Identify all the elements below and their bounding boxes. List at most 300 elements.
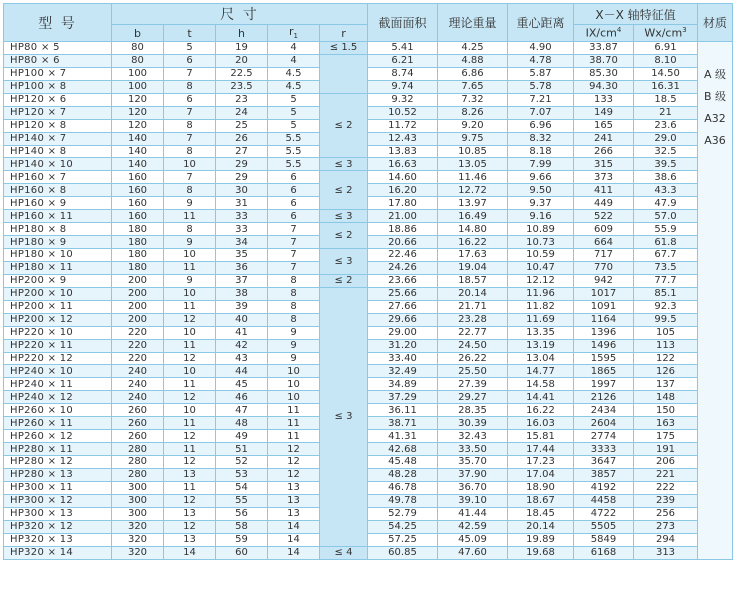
cell-wx: 221 <box>634 468 698 481</box>
table-row <box>4 494 733 507</box>
cell-r-group: ≤ 3 <box>320 287 368 546</box>
spec-table-body <box>4 42 733 560</box>
cell-centroid: 14.41 <box>508 391 574 404</box>
cell-weight: 7.65 <box>438 80 508 93</box>
table-row <box>4 171 733 184</box>
cell-r-group: ≤ 1.5 <box>320 42 368 55</box>
cell-b: 260 <box>112 430 164 443</box>
table-row <box>4 93 733 106</box>
cell-wx: 105 <box>634 326 698 339</box>
cell-r-group: ≤ 2 <box>320 93 368 158</box>
cell-b: 100 <box>112 67 164 80</box>
cell-r1: 9 <box>268 326 320 339</box>
cell-model: HP240 × 11 <box>4 378 112 391</box>
cell-h: 52 <box>216 456 268 469</box>
cell-area: 60.85 <box>368 546 438 559</box>
cell-t: 11 <box>164 417 216 430</box>
cell-weight: 21.71 <box>438 300 508 313</box>
cell-ix: 1997 <box>574 378 634 391</box>
cell-weight: 22.77 <box>438 326 508 339</box>
cell-t: 12 <box>164 313 216 326</box>
cell-t: 9 <box>164 274 216 287</box>
cell-r1: 10 <box>268 378 320 391</box>
cell-t: 10 <box>164 326 216 339</box>
cell-b: 280 <box>112 468 164 481</box>
cell-h: 48 <box>216 417 268 430</box>
cell-weight: 25.50 <box>438 365 508 378</box>
cell-r-group: ≤ 2 <box>320 223 368 249</box>
cell-model: HP160 × 11 <box>4 210 112 223</box>
table-row <box>4 54 733 67</box>
cell-centroid: 13.19 <box>508 339 574 352</box>
cell-t: 6 <box>164 54 216 67</box>
cell-wx: 313 <box>634 546 698 559</box>
cell-wx: 113 <box>634 339 698 352</box>
cell-weight: 33.50 <box>438 443 508 456</box>
cell-area: 46.78 <box>368 481 438 494</box>
cell-area: 14.60 <box>368 171 438 184</box>
cell-h: 30 <box>216 184 268 197</box>
cell-wx: 148 <box>634 391 698 404</box>
cell-wx: 92.3 <box>634 300 698 313</box>
cell-b: 180 <box>112 249 164 262</box>
cell-weight: 6.86 <box>438 67 508 80</box>
cell-h: 22.5 <box>216 67 268 80</box>
cell-t: 8 <box>164 184 216 197</box>
cell-weight: 36.70 <box>438 481 508 494</box>
cell-b: 140 <box>112 158 164 171</box>
cell-ix: 1496 <box>574 339 634 352</box>
cell-r-group: ≤ 4 <box>320 546 368 559</box>
table-row <box>4 313 733 326</box>
cell-t: 11 <box>164 210 216 223</box>
cell-h: 46 <box>216 391 268 404</box>
cell-h: 36 <box>216 261 268 274</box>
header-r: r <box>320 25 368 42</box>
cell-area: 49.78 <box>368 494 438 507</box>
table-row <box>4 67 733 80</box>
cell-centroid: 10.59 <box>508 249 574 262</box>
cell-centroid: 18.90 <box>508 481 574 494</box>
cell-t: 13 <box>164 507 216 520</box>
cell-t: 14 <box>164 546 216 559</box>
cell-b: 200 <box>112 300 164 313</box>
cell-weight: 7.32 <box>438 93 508 106</box>
cell-model: HP140 × 7 <box>4 132 112 145</box>
table-row <box>4 430 733 443</box>
cell-ix: 2126 <box>574 391 634 404</box>
cell-area: 33.40 <box>368 352 438 365</box>
cell-h: 55 <box>216 494 268 507</box>
cell-centroid: 9.37 <box>508 197 574 210</box>
cell-area: 8.74 <box>368 67 438 80</box>
cell-h: 47 <box>216 404 268 417</box>
cell-area: 10.52 <box>368 106 438 119</box>
cell-r1: 5.5 <box>268 158 320 171</box>
cell-ix: 411 <box>574 184 634 197</box>
table-row <box>4 106 733 119</box>
cell-model: HP200 × 11 <box>4 300 112 313</box>
cell-model: HP180 × 9 <box>4 236 112 249</box>
cell-t: 8 <box>164 223 216 236</box>
cell-centroid: 14.58 <box>508 378 574 391</box>
cell-ix: 373 <box>574 171 634 184</box>
cell-b: 160 <box>112 197 164 210</box>
cell-wx: 18.5 <box>634 93 698 106</box>
cell-b: 200 <box>112 313 164 326</box>
hp-bulb-flat-spec-table <box>3 3 733 560</box>
cell-b: 180 <box>112 223 164 236</box>
table-row <box>4 223 733 236</box>
cell-weight: 16.49 <box>438 210 508 223</box>
header-b: b <box>112 25 164 42</box>
cell-area: 25.66 <box>368 287 438 300</box>
cell-ix: 4458 <box>574 494 634 507</box>
cell-t: 11 <box>164 300 216 313</box>
table-row <box>4 352 733 365</box>
cell-t: 12 <box>164 430 216 443</box>
cell-weight: 19.04 <box>438 261 508 274</box>
cell-h: 42 <box>216 339 268 352</box>
cell-h: 24 <box>216 106 268 119</box>
header-material: 材质 <box>698 4 733 42</box>
cell-t: 12 <box>164 352 216 365</box>
cell-wx: 239 <box>634 494 698 507</box>
cell-b: 220 <box>112 352 164 365</box>
cell-centroid: 19.89 <box>508 533 574 546</box>
cell-ix: 1865 <box>574 365 634 378</box>
cell-area: 23.66 <box>368 274 438 287</box>
cell-b: 200 <box>112 274 164 287</box>
cell-h: 23 <box>216 93 268 106</box>
cell-ix: 1091 <box>574 300 634 313</box>
cell-t: 12 <box>164 456 216 469</box>
cell-h: 19 <box>216 42 268 55</box>
cell-model: HP200 × 10 <box>4 287 112 300</box>
cell-model: HP160 × 9 <box>4 197 112 210</box>
cell-centroid: 11.82 <box>508 300 574 313</box>
cell-b: 120 <box>112 93 164 106</box>
header-centroid: 重心距离 <box>508 4 574 42</box>
header-ix <box>574 25 634 42</box>
cell-h: 49 <box>216 430 268 443</box>
cell-r1: 12 <box>268 456 320 469</box>
table-row <box>4 287 733 300</box>
cell-centroid: 9.50 <box>508 184 574 197</box>
cell-area: 54.25 <box>368 520 438 533</box>
cell-r-group <box>320 54 368 93</box>
table-row <box>4 326 733 339</box>
cell-r1: 8 <box>268 287 320 300</box>
cell-area: 31.20 <box>368 339 438 352</box>
cell-t: 10 <box>164 287 216 300</box>
cell-ix: 609 <box>574 223 634 236</box>
cell-area: 52.79 <box>368 507 438 520</box>
cell-wx: 150 <box>634 404 698 417</box>
cell-wx: 21 <box>634 106 698 119</box>
cell-model: HP160 × 8 <box>4 184 112 197</box>
table-row <box>4 80 733 93</box>
cell-r1: 9 <box>268 352 320 365</box>
cell-ix: 942 <box>574 274 634 287</box>
cell-area: 16.63 <box>368 158 438 171</box>
cell-model: HP280 × 13 <box>4 468 112 481</box>
cell-b: 140 <box>112 145 164 158</box>
cell-centroid: 4.78 <box>508 54 574 67</box>
cell-ix: 38.70 <box>574 54 634 67</box>
cell-b: 160 <box>112 184 164 197</box>
table-row <box>4 456 733 469</box>
cell-weight: 9.20 <box>438 119 508 132</box>
cell-ix: 133 <box>574 93 634 106</box>
cell-ix: 770 <box>574 261 634 274</box>
cell-weight: 26.22 <box>438 352 508 365</box>
cell-b: 320 <box>112 520 164 533</box>
cell-wx: 126 <box>634 365 698 378</box>
cell-r1: 12 <box>268 468 320 481</box>
cell-b: 240 <box>112 365 164 378</box>
cell-model: HP120 × 6 <box>4 93 112 106</box>
cell-centroid: 6.96 <box>508 119 574 132</box>
cell-r-group: ≤ 2 <box>320 171 368 210</box>
material-grade: B 级 <box>703 90 727 103</box>
table-row <box>4 236 733 249</box>
cell-centroid: 5.78 <box>508 80 574 93</box>
cell-b: 280 <box>112 443 164 456</box>
cell-model: HP240 × 10 <box>4 365 112 378</box>
header-wx-label: Wx/cm <box>644 26 683 40</box>
cell-wx: 61.8 <box>634 236 698 249</box>
cell-centroid: 7.99 <box>508 158 574 171</box>
cell-centroid: 10.73 <box>508 236 574 249</box>
cell-area: 18.86 <box>368 223 438 236</box>
cell-centroid: 12.12 <box>508 274 574 287</box>
cell-weight: 29.27 <box>438 391 508 404</box>
cell-centroid: 5.87 <box>508 67 574 80</box>
cell-ix: 2434 <box>574 404 634 417</box>
cell-ix: 5505 <box>574 520 634 533</box>
cell-centroid: 14.77 <box>508 365 574 378</box>
cell-t: 6 <box>164 93 216 106</box>
cell-weight: 39.10 <box>438 494 508 507</box>
cell-centroid: 20.14 <box>508 520 574 533</box>
cell-ix: 315 <box>574 158 634 171</box>
table-row <box>4 261 733 274</box>
cell-wx: 29.0 <box>634 132 698 145</box>
cell-b: 160 <box>112 171 164 184</box>
cell-r1: 4.5 <box>268 67 320 80</box>
cell-h: 20 <box>216 54 268 67</box>
cell-area: 37.29 <box>368 391 438 404</box>
material-grade: A 级 <box>704 68 727 81</box>
cell-wx: 206 <box>634 456 698 469</box>
cell-h: 56 <box>216 507 268 520</box>
cell-wx: 43.3 <box>634 184 698 197</box>
table-row <box>4 210 733 223</box>
cell-r-group: ≤ 3 <box>320 158 368 171</box>
cell-centroid: 16.03 <box>508 417 574 430</box>
cell-model: HP220 × 10 <box>4 326 112 339</box>
cell-area: 42.68 <box>368 443 438 456</box>
cell-t: 9 <box>164 197 216 210</box>
cell-weight: 47.60 <box>438 546 508 559</box>
cell-model: HP280 × 11 <box>4 443 112 456</box>
cell-centroid: 19.68 <box>508 546 574 559</box>
cell-weight: 4.88 <box>438 54 508 67</box>
cell-model: HP200 × 12 <box>4 313 112 326</box>
cell-wx: 191 <box>634 443 698 456</box>
material-grade: A36 <box>704 134 726 147</box>
cell-area: 24.26 <box>368 261 438 274</box>
cell-area: 13.83 <box>368 145 438 158</box>
cell-wx: 137 <box>634 378 698 391</box>
cell-model: HP140 × 8 <box>4 145 112 158</box>
cell-h: 39 <box>216 300 268 313</box>
cell-centroid: 17.44 <box>508 443 574 456</box>
header-dimensions: 尺 寸 <box>112 4 368 25</box>
table-row <box>4 481 733 494</box>
cell-centroid: 4.90 <box>508 42 574 55</box>
cell-area: 45.48 <box>368 456 438 469</box>
table-row <box>4 546 733 559</box>
cell-area: 38.71 <box>368 417 438 430</box>
cell-weight: 10.85 <box>438 145 508 158</box>
cell-ix: 94.30 <box>574 80 634 93</box>
table-row <box>4 274 733 287</box>
cell-area: 36.11 <box>368 404 438 417</box>
cell-r1: 7 <box>268 249 320 262</box>
cell-ix: 449 <box>574 197 634 210</box>
table-row <box>4 378 733 391</box>
cell-centroid: 10.89 <box>508 223 574 236</box>
cell-t: 11 <box>164 261 216 274</box>
cell-model: HP260 × 11 <box>4 417 112 430</box>
cell-b: 320 <box>112 533 164 546</box>
cell-centroid: 8.32 <box>508 132 574 145</box>
cell-t: 7 <box>164 106 216 119</box>
cell-weight: 35.70 <box>438 456 508 469</box>
cell-h: 29 <box>216 158 268 171</box>
cell-r1: 5 <box>268 106 320 119</box>
cell-h: 45 <box>216 378 268 391</box>
cell-t: 11 <box>164 443 216 456</box>
cell-wx: 122 <box>634 352 698 365</box>
cell-h: 58 <box>216 520 268 533</box>
cell-ix: 33.87 <box>574 42 634 55</box>
cell-weight: 4.25 <box>438 42 508 55</box>
cell-ix: 1595 <box>574 352 634 365</box>
cell-h: 51 <box>216 443 268 456</box>
cell-centroid: 17.23 <box>508 456 574 469</box>
cell-r-group: ≤ 3 <box>320 249 368 275</box>
cell-ix: 3857 <box>574 468 634 481</box>
cell-area: 27.66 <box>368 300 438 313</box>
cell-h: 43 <box>216 352 268 365</box>
cell-h: 34 <box>216 236 268 249</box>
cell-r1: 14 <box>268 546 320 559</box>
cell-area: 11.72 <box>368 119 438 132</box>
cell-b: 80 <box>112 42 164 55</box>
cell-r1: 6 <box>268 184 320 197</box>
header-axis-properties: X－X 轴特征值 <box>574 4 698 25</box>
cell-area: 29.00 <box>368 326 438 339</box>
header-weight: 理论重量 <box>438 4 508 42</box>
cell-b: 80 <box>112 54 164 67</box>
cell-wx: 256 <box>634 507 698 520</box>
cell-ix: 664 <box>574 236 634 249</box>
cell-model: HP120 × 7 <box>4 106 112 119</box>
cell-wx: 39.5 <box>634 158 698 171</box>
cell-centroid: 11.69 <box>508 313 574 326</box>
cell-area: 16.20 <box>368 184 438 197</box>
cell-centroid: 16.22 <box>508 404 574 417</box>
header-wx <box>634 25 698 42</box>
table-row <box>4 184 733 197</box>
cell-wx: 175 <box>634 430 698 443</box>
header-r1-label: r <box>289 25 294 39</box>
cell-wx: 163 <box>634 417 698 430</box>
cell-centroid: 9.66 <box>508 171 574 184</box>
cell-model: HP320 × 12 <box>4 520 112 533</box>
cell-h: 44 <box>216 365 268 378</box>
cell-h: 23.5 <box>216 80 268 93</box>
cell-r1: 8 <box>268 274 320 287</box>
cell-centroid: 11.96 <box>508 287 574 300</box>
cell-r1: 13 <box>268 481 320 494</box>
cell-t: 8 <box>164 119 216 132</box>
cell-ix: 1164 <box>574 313 634 326</box>
cell-wx: 222 <box>634 481 698 494</box>
cell-weight: 28.35 <box>438 404 508 417</box>
cell-area: 34.89 <box>368 378 438 391</box>
cell-model: HP180 × 10 <box>4 249 112 262</box>
cell-r1: 11 <box>268 417 320 430</box>
table-row <box>4 249 733 262</box>
header-r1 <box>268 25 320 42</box>
header-r1-sub: 1 <box>293 32 298 41</box>
cell-wx: 55.9 <box>634 223 698 236</box>
cell-model: HP140 × 10 <box>4 158 112 171</box>
cell-area: 20.66 <box>368 236 438 249</box>
cell-r1: 5 <box>268 119 320 132</box>
cell-b: 300 <box>112 481 164 494</box>
cell-area: 21.00 <box>368 210 438 223</box>
header-t: t <box>164 25 216 42</box>
cell-t: 7 <box>164 67 216 80</box>
cell-ix: 2604 <box>574 417 634 430</box>
cell-h: 41 <box>216 326 268 339</box>
cell-h: 29 <box>216 171 268 184</box>
cell-t: 11 <box>164 378 216 391</box>
cell-b: 300 <box>112 494 164 507</box>
cell-h: 38 <box>216 287 268 300</box>
header-h: h <box>216 25 268 42</box>
cell-weight: 41.44 <box>438 507 508 520</box>
cell-ix: 149 <box>574 106 634 119</box>
cell-weight: 11.46 <box>438 171 508 184</box>
cell-h: 53 <box>216 468 268 481</box>
cell-area: 5.41 <box>368 42 438 55</box>
cell-centroid: 15.81 <box>508 430 574 443</box>
cell-centroid: 9.16 <box>508 210 574 223</box>
cell-ix: 241 <box>574 132 634 145</box>
table-row <box>4 443 733 456</box>
cell-wx: 23.6 <box>634 119 698 132</box>
cell-h: 59 <box>216 533 268 546</box>
cell-weight: 37.90 <box>438 468 508 481</box>
cell-wx: 47.9 <box>634 197 698 210</box>
table-row <box>4 520 733 533</box>
